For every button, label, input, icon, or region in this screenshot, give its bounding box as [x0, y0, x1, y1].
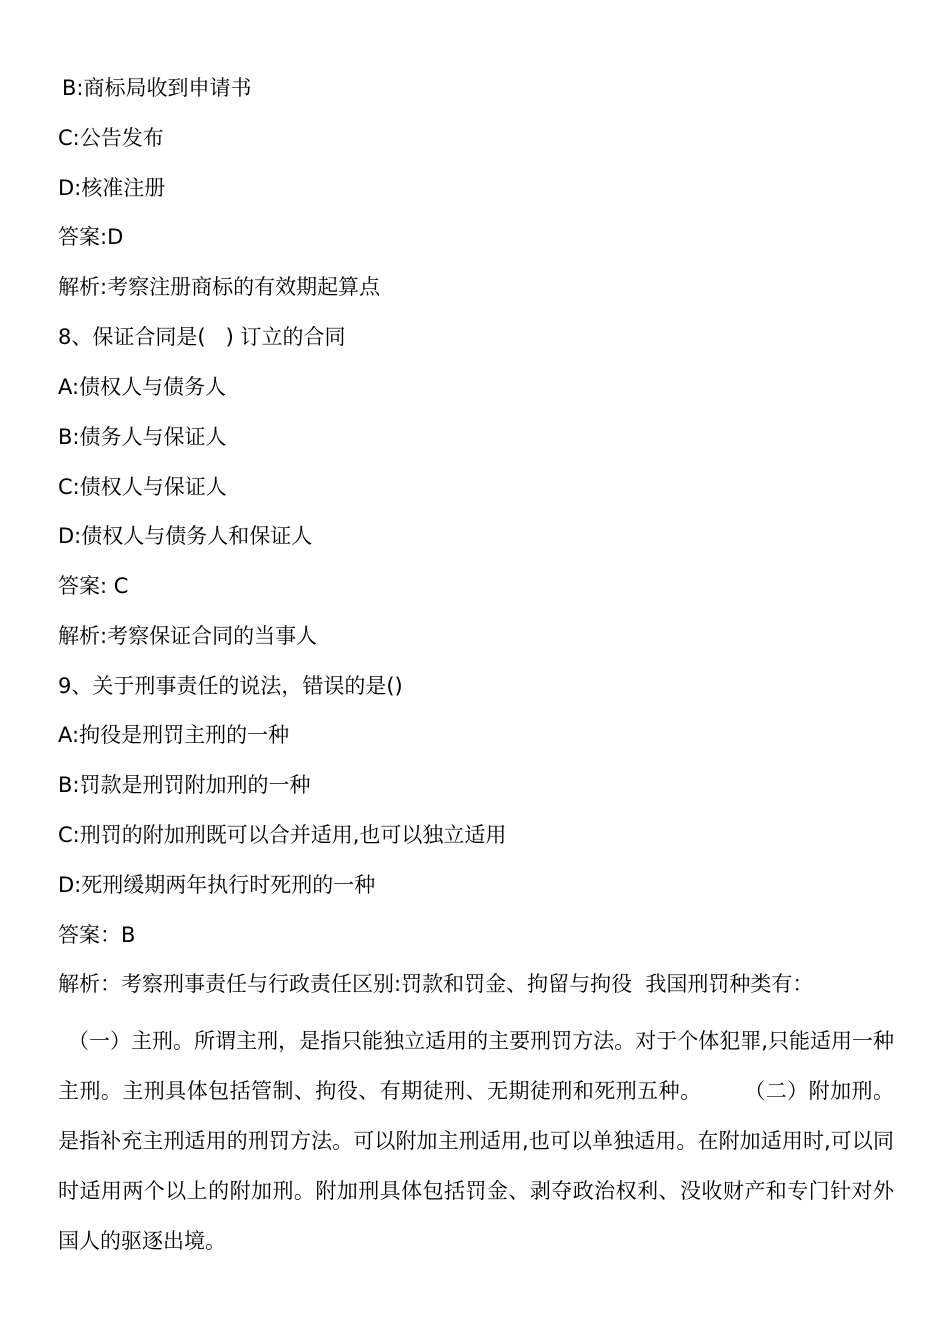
option-a-q9: A:拘役是刑罚主刑的一种	[58, 723, 290, 747]
explanation-q7: 解析:考察注册商标的有效期起算点	[58, 275, 381, 299]
option-b-q7: B:商标局收到申请书	[62, 76, 252, 100]
option-b-q8: B:债务人与保证人	[58, 425, 227, 449]
explanation-q9: 解析：考察刑事责任与行政责任区别:罚款和罚金、拘留与拘役 我国刑罚种类有：	[58, 972, 814, 996]
answer-q9: 答案：B	[58, 923, 136, 947]
option-b-q9: B:罚款是刑罚附加刑的一种	[58, 773, 311, 797]
question-8: 8、保证合同是( ) 订立的合同	[58, 325, 346, 349]
explanation-paragraph: （一）主刑。所谓主刑，是指只能独立适用的主要刑罚方法。对于个体犯罪,只能适用一种主刑。主刑具体包括管制、拘役、有期徒刑、无期徒刑和死刑五种。 （二）附加刑。是指补充主刑适用的刑罚方法。可以附加主刑适用,也可以单独适用。在附加适用时,可以同时适用两个以上的附加刑。附加刑具体包括罚金、剥夺政治权利、没收财产和专门针对外国人的驱逐出境。	[58, 1029, 894, 1253]
explanation-q8: 解析:考察保证合同的当事人	[58, 624, 318, 648]
option-c-q7: C:公告发布	[58, 126, 164, 150]
option-d-q8: D:债权人与债务人和保证人	[58, 524, 313, 548]
answer-q8: 答案: C	[58, 574, 129, 598]
question-9: 9、关于刑事责任的说法，错误的是()	[58, 674, 403, 698]
option-d-q7: D:核准注册	[58, 176, 166, 200]
option-c-q8: C:债权人与保证人	[58, 475, 227, 499]
option-a-q8: A:债权人与债务人	[58, 375, 227, 399]
answer-q7: 答案:D	[58, 225, 124, 249]
option-c-q9: C:刑罚的附加刑既可以合并适用,也可以独立适用	[58, 823, 507, 847]
option-d-q9: D:死刑缓期两年执行时死刑的一种	[58, 873, 376, 897]
